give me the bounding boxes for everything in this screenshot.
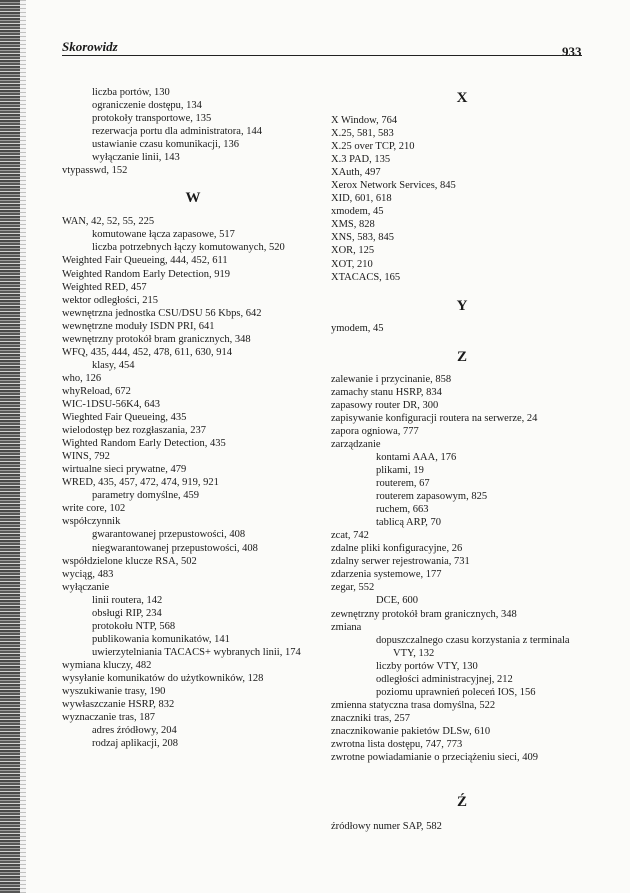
section-letter-heading: Ź <box>456 794 467 811</box>
page-number: 933 <box>562 44 582 59</box>
index-subentry: plikami, 19 <box>376 464 424 476</box>
index-entry: wewnętrzny protokół bram granicznych, 348 <box>62 333 251 345</box>
index-subentry: komutowane łącza zapasowe, 517 <box>92 229 235 241</box>
index-entry: współdzielone klucze RSA, 502 <box>62 555 197 567</box>
index-subentry: wyłączanie linii, 143 <box>92 152 180 164</box>
index-entry: wyszukiwanie trasy, 190 <box>62 686 166 698</box>
index-entry: znacznikowanie pakietów DLSw, 610 <box>331 725 491 737</box>
index-subentry: adres źródłowy, 204 <box>92 725 177 737</box>
index-entry: zmienna statyczna trasa domyślna, 522 <box>331 699 496 711</box>
index-entry: zdalny serwer rejestrowania, 731 <box>331 556 470 568</box>
index-entry: zwrotna lista dostępu, 747, 773 <box>331 738 463 750</box>
index-subentry: ustawianie czasu komunikacji, 136 <box>92 139 239 151</box>
index-subentry: uwierzytelniania TACACS+ wybranych linii, 174 <box>92 646 301 658</box>
section-letter-heading: Y <box>456 297 468 314</box>
index-subentry: protokoły transportowe, 135 <box>92 113 212 125</box>
index-subentry: protokołu NTP, 568 <box>92 620 176 632</box>
index-entry: zapisywanie konfiguracji routera na serwerze, 24 <box>331 412 538 424</box>
header-rule <box>62 55 582 56</box>
index-entry: Wieghted Fair Queueing, 435 <box>62 412 187 424</box>
index-entry: współczynnik <box>62 516 121 528</box>
index-entry: wywłaszczanie HSRP, 832 <box>62 699 175 711</box>
index-subentry: routerem zapasowym, 825 <box>376 491 488 503</box>
section-letter-heading: W <box>185 190 201 207</box>
index-subentry: tablicą ARP, 70 <box>376 517 442 529</box>
index-entry: WFQ, 435, 444, 452, 478, 611, 630, 914 <box>62 346 232 358</box>
index-subentry: parametry domyślne, 459 <box>92 490 200 502</box>
page-binding-edge <box>0 0 20 893</box>
index-entry: write core, 102 <box>62 503 126 515</box>
index-entry: XTACACS, 165 <box>331 271 401 283</box>
index-entry: Weighted Random Early Detection, 919 <box>62 268 230 280</box>
index-entry: vtypasswd, 152 <box>62 165 128 177</box>
index-entry: XOR, 125 <box>331 245 375 257</box>
index-entry: XID, 601, 618 <box>331 193 392 205</box>
index-entry: Weighted RED, 457 <box>62 281 147 293</box>
index-entry: zwrotne powiadamianie o przeciążeniu sieci, 409 <box>331 752 538 764</box>
index-entry: wielodostęp bez rozgłaszania, 237 <box>62 425 207 437</box>
index-subentry: VTY, 132 <box>393 647 435 659</box>
index-entry: whyReload, 672 <box>62 385 131 397</box>
index-subentry: liczba portów, 130 <box>92 87 170 98</box>
index-subentry: kontami AAA, 176 <box>376 451 457 463</box>
index-entry: XMS, 828 <box>331 219 375 231</box>
index-subentry: liczby portów VTY, 130 <box>376 660 478 672</box>
section-letter-heading: X <box>456 90 468 106</box>
index-entry: ymodem, 45 <box>331 322 384 334</box>
index-entry: zapasowy router DR, 300 <box>331 399 439 411</box>
index-entry: wirtualne sieci prywatne, 479 <box>62 464 187 476</box>
index-subentry: odległości administracyjnej, 212 <box>376 673 513 685</box>
index-entry: zcat, 742 <box>331 530 369 542</box>
index-entry: wyznaczanie tras, 187 <box>62 712 155 724</box>
index-entry: zewnętrzny protokół bram granicznych, 348 <box>331 608 517 620</box>
index-subentry: klasy, 454 <box>92 359 135 371</box>
index-entry: Weighted Fair Queueing, 444, 452, 611 <box>62 255 228 267</box>
index-entry: XOT, 210 <box>331 258 373 270</box>
index-subentry: publikowania komunikatów, 141 <box>92 633 230 645</box>
index-entry: zdalne pliki konfiguracyjne, 26 <box>331 543 463 555</box>
index-subentry: DCE, 600 <box>376 595 418 607</box>
index-subentry: poziomu uprawnień poleceń IOS, 156 <box>376 686 536 698</box>
index-entry: WRED, 435, 457, 472, 474, 919, 921 <box>62 477 219 489</box>
index-entry: Wighted Random Early Detection, 435 <box>62 438 226 450</box>
index-subentry: dopuszczalnego czasu korzystania z terminala <box>376 634 570 646</box>
index-entry: X Window, 764 <box>331 115 398 126</box>
index-entry: WIC-1DSU-56K4, 643 <box>62 398 160 410</box>
index-subentry: gwarantowanej przepustowości, 408 <box>92 529 246 541</box>
index-entry: zdarzenia systemowe, 177 <box>331 569 442 581</box>
index-subentry: ruchem, 663 <box>376 504 429 516</box>
index-entry: znaczniki tras, 257 <box>331 712 411 724</box>
index-entry: zmiana <box>331 621 362 633</box>
index-entry: xmodem, 45 <box>331 206 384 218</box>
index-entry: wektor odległości, 215 <box>62 294 158 306</box>
index-subentry: rezerwacja portu dla administratora, 144 <box>92 126 262 138</box>
index-entry: WINS, 792 <box>62 451 110 463</box>
page-binding-shadow <box>20 0 26 893</box>
index-entry: Xerox Network Services, 845 <box>331 180 456 192</box>
index-entry: XAuth, 497 <box>331 167 381 179</box>
index-entry: wyciąg, 483 <box>62 568 114 580</box>
index-entry: X.25, 581, 583 <box>331 128 394 140</box>
section-letter-heading: Z <box>456 348 467 365</box>
index-entry: XNS, 583, 845 <box>331 232 395 244</box>
index-entry: zegar, 552 <box>331 582 375 594</box>
index-subentry: routerem, 67 <box>376 478 430 490</box>
running-head-title: Skorowidz <box>62 39 118 54</box>
index-entry: who, 126 <box>62 372 102 384</box>
index-entry: wewnętrzne moduły ISDN PRI, 641 <box>62 320 215 332</box>
index-subentry: ograniczenie dostępu, 134 <box>92 100 202 112</box>
index-entry: zalewanie i przycinanie, 858 <box>331 373 452 385</box>
index-entry: zapora ogniowa, 777 <box>331 425 419 437</box>
index-subentry: rodzaj aplikacji, 208 <box>92 738 179 750</box>
index-subentry: linii routera, 142 <box>92 594 163 606</box>
index-entry: wewnętrzna jednostka CSU/DSU 56 Kbps, 642 <box>62 307 262 319</box>
index-subentry: liczba potrzebnych łączy komutowanych, 520 <box>92 242 285 254</box>
index-entry: WAN, 42, 52, 55, 225 <box>62 216 155 228</box>
index-entry: X.3 PAD, 135 <box>331 154 391 166</box>
index-column-left <box>62 86 324 750</box>
index-subentry: obsługi RIP, 234 <box>92 607 162 619</box>
index-entry: źródłowy numer SAP, 582 <box>331 821 442 833</box>
index-entry: wyłączanie <box>62 581 110 593</box>
index-entry: wymiana kluczy, 482 <box>62 659 152 671</box>
index-subentry: niegwarantowanej przepustowości, 408 <box>92 542 258 554</box>
index-entry: X.25 over TCP, 210 <box>331 141 415 153</box>
index-entry: zamachy stanu HSRP, 834 <box>331 386 442 398</box>
index-entry: wysyłanie komunikatów do użytkowników, 128 <box>62 672 264 684</box>
index-column-right <box>331 86 593 833</box>
index-entry: zarządzanie <box>331 438 381 450</box>
